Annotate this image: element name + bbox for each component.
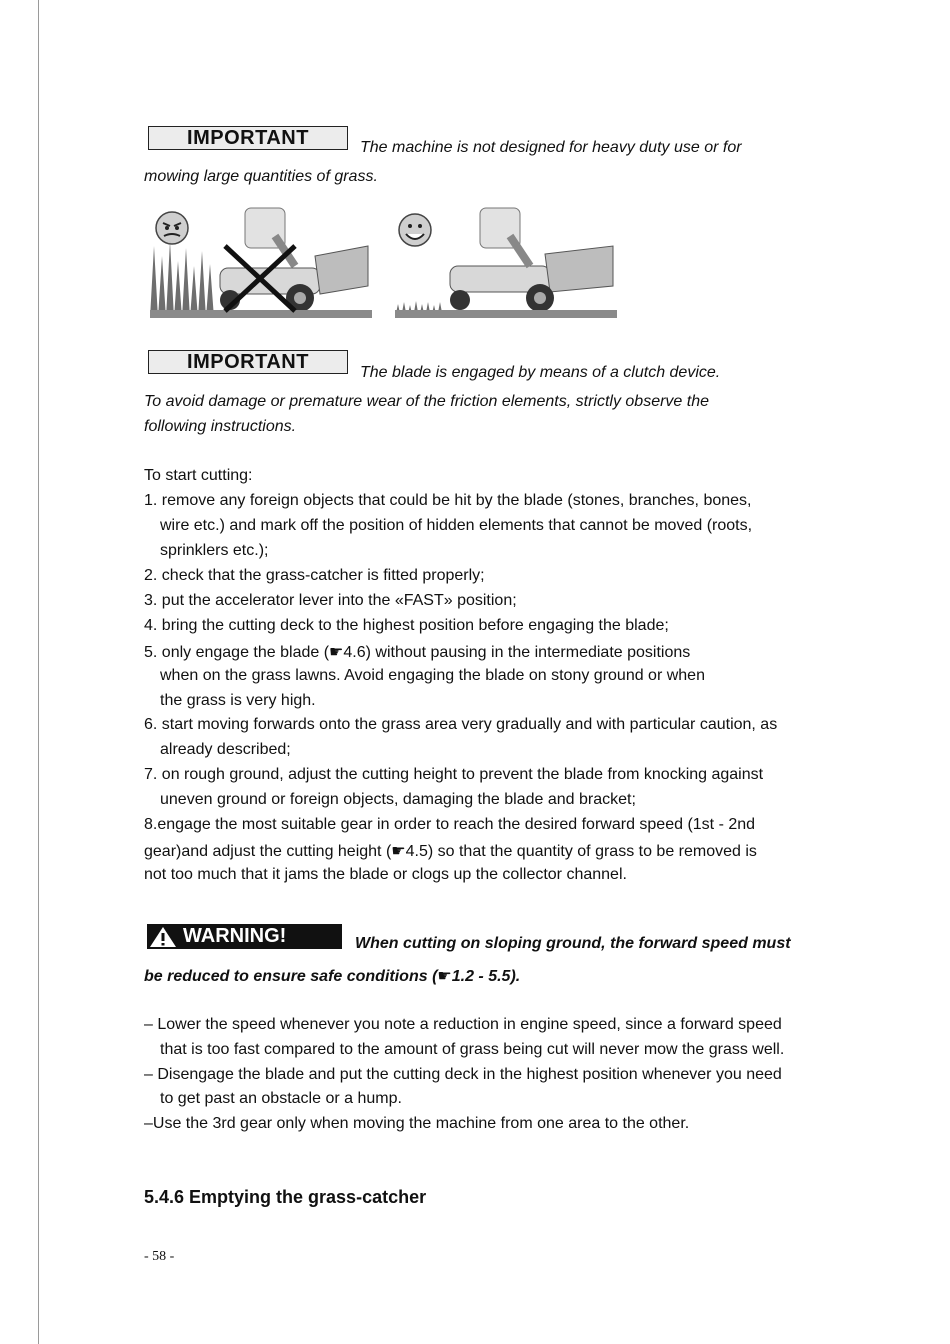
tip-line: –Use the 3rd gear only when moving the machine from one area to the other. [144, 1115, 690, 1132]
step-line: gear)and adjust the cutting height (☛4.5) so that the quantity of grass to be removed is [144, 843, 757, 860]
section-heading: 5.4.6 Emptying the grass-catcher [144, 1187, 427, 1207]
tip-line: – Lower the speed whenever you note a reduction in engine speed, since a forward speed [144, 1016, 782, 1033]
tip-line: that is too fast compared to the amount of grass being cut will never mow the grass well. [160, 1041, 785, 1058]
warning-triangle-icon [149, 926, 177, 948]
tip-line: to get past an obstacle or a hump. [160, 1090, 402, 1107]
page-number: - 58 - [144, 1249, 175, 1264]
important-label-1: IMPORTANT [148, 126, 348, 150]
important-2-text-b: To avoid damage or premature wear of the friction elements, strictly observe the [144, 393, 710, 410]
step-line: not too much that it jams the blade or clogs up the collector channel. [144, 866, 627, 883]
step-line: wire etc.) and mark off the position of hidden elements that cannot be moved (roots, [160, 517, 753, 534]
step-line: 1. remove any foreign objects that could be hit by the blade (stones, branches, bones, [144, 492, 752, 509]
step-line: sprinklers etc.); [160, 542, 269, 559]
warning-text-a: When cutting on sloping ground, the forward speed must [355, 935, 791, 952]
step-line: 4. bring the cutting deck to the highest position before engaging the blade; [144, 617, 669, 634]
warning-label [147, 924, 342, 949]
steps-intro: To start cutting: [144, 467, 253, 484]
tractor-normal-grass-illustration [395, 206, 617, 318]
step-line: 2. check that the grass-catcher is fitted properly; [144, 567, 485, 584]
step-line: uneven ground or foreign objects, damaging the blade and bracket; [160, 791, 636, 808]
warning-text-b: be reduced to ensure safe conditions (☛1.2 - 5.5). [144, 968, 521, 985]
important-1-text-b: mowing large quantities of grass. [144, 168, 378, 185]
important-2-text-c: following instructions. [144, 418, 297, 435]
step-line: the grass is very high. [160, 692, 316, 709]
step-line: 6. start moving forwards onto the grass area very gradually and with particular caution, as [144, 716, 778, 733]
step-line: 8.engage the most suitable gear in order to reach the desired forward speed (1st - 2nd [144, 816, 756, 833]
step-line: 7. on rough ground, adjust the cutting height to prevent the blade from knocking against [144, 766, 764, 783]
important-1-text-a: The machine is not designed for heavy duty use or for [360, 139, 742, 156]
important-2-text-a: The blade is engaged by means of a clutch device. [360, 364, 721, 381]
warning-label-text: WARNING! [183, 925, 287, 947]
step-line: 5. only engage the blade (☛4.6) without pausing in the intermediate positions [144, 644, 691, 661]
important-label-2: IMPORTANT [148, 350, 348, 374]
step-line: 3. put the accelerator lever into the «FAST» position; [144, 592, 517, 609]
page-margin-line [38, 0, 39, 1344]
tip-line: – Disengage the blade and put the cutting deck in the highest position whenever you need [144, 1066, 782, 1083]
step-line: already described; [160, 741, 291, 758]
step-line: when on the grass lawns. Avoid engaging the blade on stony ground or when [160, 667, 705, 684]
tractor-tall-grass-illustration [150, 206, 372, 318]
